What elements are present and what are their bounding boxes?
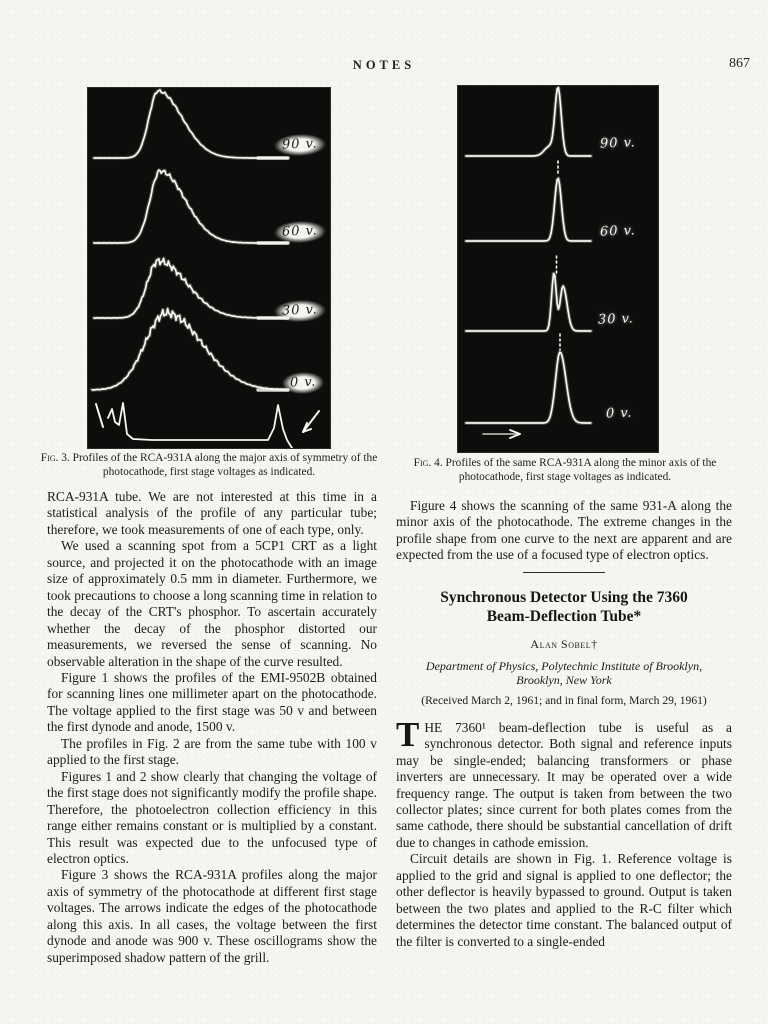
fig3-caption: [40, 452, 378, 479]
fig4-trace-label-60v: 60 v.: [599, 223, 636, 240]
paragraph: Figure 1 shows the profiles of the EMI-9502B obtained for scanning lines one millimeter apart on the photocathode. The voltage applied to the first stage was 50 v and between the first dynode and anode, 1500 v.: [47, 669, 377, 735]
page-number: 867: [729, 56, 750, 71]
paragraph: Figure 3 shows the RCA-931A profiles along the major axis of symmetry of the photocathode at different first stage voltages. The arrows indicate the edges of the photocathode along this axis. In all cases, the voltage between the first dynode and anode was 900 v. These oscillograms show the superimposed shadow pattern of the grill.: [47, 867, 377, 965]
right-text-column: [396, 498, 732, 950]
paragraph: Figure 4 shows the scanning of the same 931-A along the minor axis of the photocathode. The extreme changes in the profile shape from one curve to the next are apparent and are expected from the use of a focused type of electron optics.: [396, 498, 732, 563]
left-text-column: [47, 489, 377, 966]
fig4-trace-label-90v: 90 v.: [599, 135, 636, 152]
paragraph: The profiles in Fig. 2 are from the same tube with 100 v applied to the first stage.: [47, 735, 377, 768]
figure-3-oscillogram: [88, 88, 330, 448]
drop-cap: T: [396, 714, 420, 754]
fig3-trace-label-90v: 90 v.: [274, 133, 326, 157]
fig3-caption-text: Profiles of the RCA-931A along the major axis of symmetry of the photocathode, first stage voltages as indicated.: [72, 452, 378, 478]
fig3-trace-label-0v: 0 v.: [282, 371, 325, 394]
fig4-caption-label: Fig. 4.: [413, 457, 443, 469]
fig4-caption-text: Profiles of the same RCA-931A along the minor axis of the photocathode, first stage voltages as indicated.: [445, 457, 717, 483]
article-title: Synchronous Detector Using the 7360 Beam-Deflection Tube*: [440, 588, 688, 626]
fig3-caption-label: Fig. 3.: [40, 452, 70, 464]
fig4-trace-label-0v: 0 v.: [605, 405, 633, 422]
fig3-trace-label-60v: 60 v.: [274, 220, 326, 244]
paragraph: Figures 1 and 2 show clearly that changing the voltage of the first stage does not significantly modify the profile shape. Therefore, the photoelectron collection efficiency in this range either remains constant or is multiplied by a constant. This result was expected due to the unfocused type of electron optics.: [47, 768, 377, 866]
paragraph: Circuit details are shown in Fig. 1. Reference voltage is applied to the grid and signal is applied to one deflector; the other deflector is heavily bypassed to ground. Output is taken between the two plates and applied to the R-C filter which determines the detector time constant. The balanced output of the filter is converted to a single-ended: [396, 851, 732, 949]
article-received-line: (Received March 2, 1961; and in final form, March 29, 1961): [421, 694, 707, 708]
fig4-caption: [396, 457, 734, 484]
paragraph: RCA-931A tube. We are not interested at this time in a statistical analysis of the profile of any particular tube; therefore, we took measurements of one of each type, only.: [47, 489, 377, 537]
section-divider-rule: [523, 572, 605, 573]
paragraph-dropcap: THE 7360¹ beam-deflection tube is useful as a synchronous detector. Both signal and reference inputs may be single-ended; balancing transformers or phase inverters are unnecessary. It may be operated over a wide frequency range. The output is taken from between the two collector plates; since current for both plates comes from the same cathode, there should be substantial cancellation of drift due to changes in cathode emission.: [396, 714, 732, 850]
fig4-trace-label-30v: 30 v.: [597, 311, 634, 328]
article-author: Alan Sobel†: [530, 636, 598, 651]
figure-4-oscillogram: [458, 86, 658, 452]
paragraph: We used a scanning spot from a 5CP1 CRT as a light source, and projected it on the photocathode with an image size of approximately 0.5 mm in diameter. Furthermore, we took precautions to choose a long scanning time in relation to the decay of the CRT's phosphor. To ascertain accurately whether the decay of the phosphor distorted our measurements, we reversed the sense of scanning. No observable alteration in the shape of the curve resulted.: [47, 538, 377, 669]
article-affiliation: Department of Physics, Polytechnic Institute of Brooklyn, Brooklyn, New York: [425, 659, 703, 688]
fig3-trace-label-30v: 30 v.: [274, 299, 326, 323]
running-title: NOTES: [352, 58, 416, 72]
